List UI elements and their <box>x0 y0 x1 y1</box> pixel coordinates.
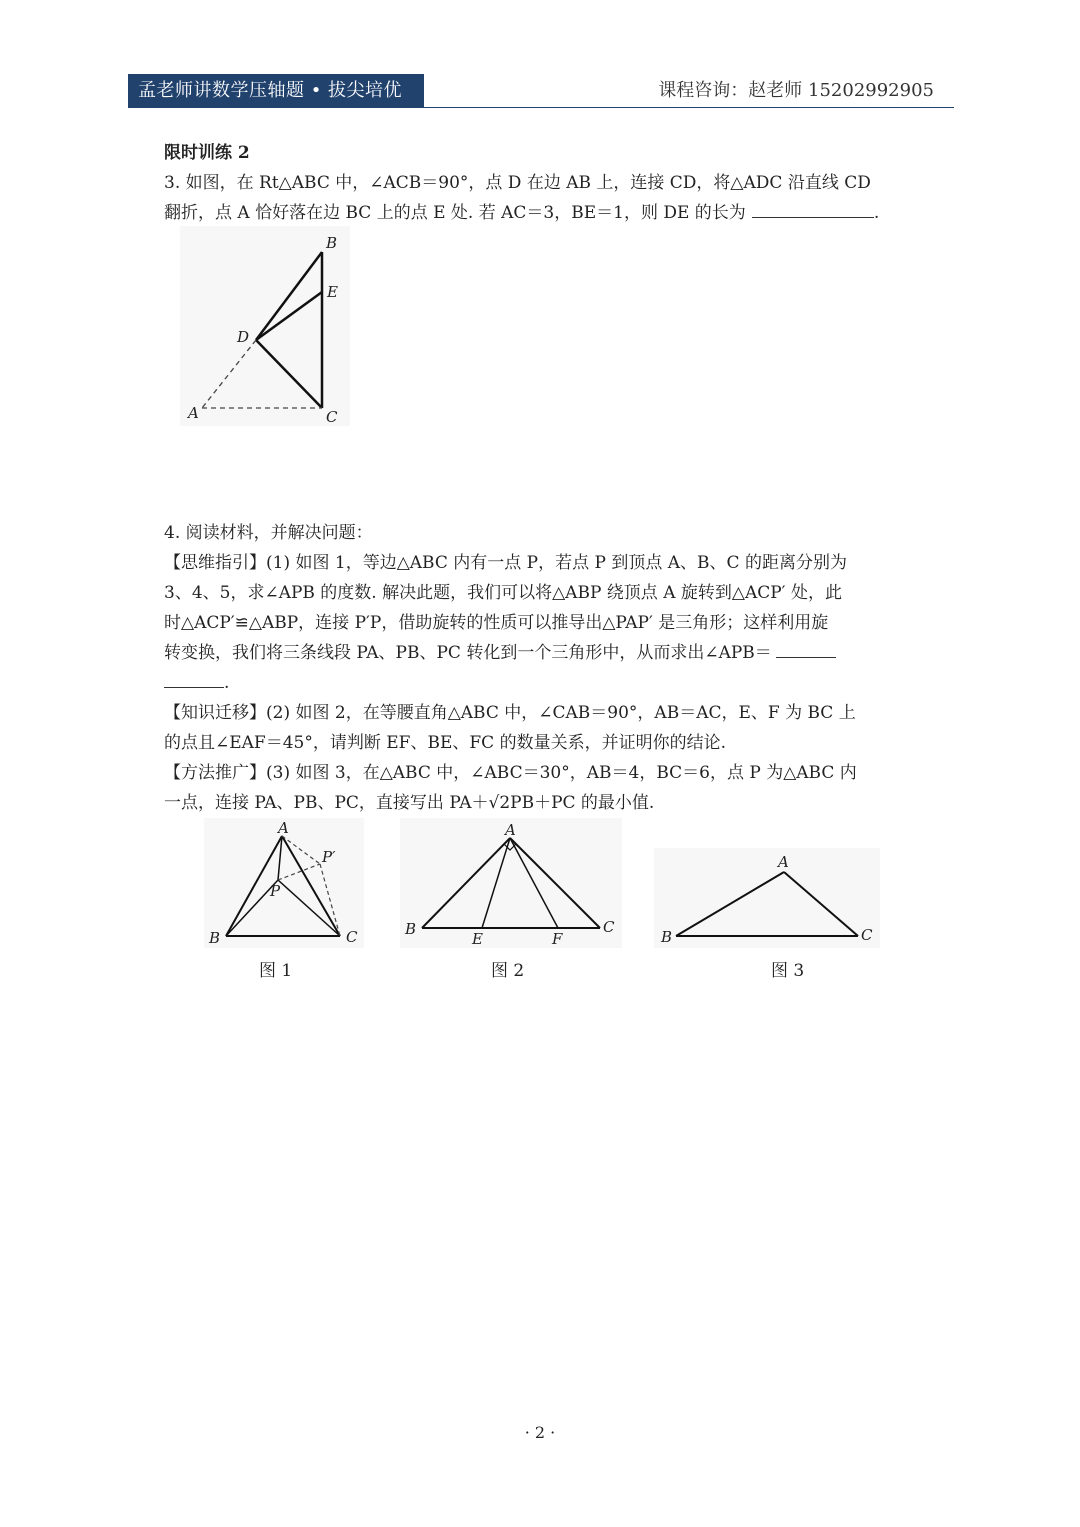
q3-figure <box>180 226 350 426</box>
fig1-label-p: P <box>270 882 281 900</box>
section-title: 限时训练 2 <box>164 143 250 163</box>
fig1-label-p-prime: P′ <box>322 848 336 866</box>
fig2-label-c: C <box>603 918 615 936</box>
q4-line-10: 一点，连接 PA、PB、PC，直接写出 PA＋√2PB＋PC 的最小值. <box>164 793 655 813</box>
q3-line-1: 3. 如图，在 Rt△ABC 中，∠ACB＝90°，点 D 在边 AB 上，连接 CD，将△ADC 沿直线 CD <box>164 173 871 193</box>
figure-2-caption: 图 2 <box>491 961 525 981</box>
fig2-label-a: A <box>505 821 516 839</box>
q4-line-5-text: 转变换，我们将三条线段 PA、PB、PC 转化到一个三角形中，从而求出∠APB＝ <box>164 643 772 663</box>
q4-line-5 <box>164 638 920 668</box>
header-contact: 课程咨询：赵老师 15202992905 <box>658 80 934 101</box>
page-number: · 2 · <box>524 1423 556 1442</box>
figure-3 <box>654 848 880 948</box>
fig1-label-a: A <box>278 819 289 837</box>
question-3-block <box>164 138 920 228</box>
label-b: B <box>326 234 338 252</box>
q4-line-1: 4. 阅读材料，并解决问题： <box>164 523 373 543</box>
header-divider <box>128 107 954 108</box>
fig2-label-f: F <box>552 930 563 948</box>
q3-line-2-end: . <box>873 203 880 223</box>
figure-3-background <box>654 848 880 948</box>
fig3-label-c: C <box>861 926 873 944</box>
fig2-label-e: E <box>472 930 483 948</box>
q4-line-6 <box>164 668 920 698</box>
q3-line-2-text: 翻折，点 A 恰好落在边 BC 上的点 E 处. 若 AC＝3，BE＝1，则 DE 的长为 <box>164 203 746 223</box>
q3-line-2 <box>164 198 920 228</box>
label-a: A <box>188 404 199 422</box>
answer-blank <box>752 199 874 218</box>
q4-line-7: 【知识迁移】(2) 如图 2，在等腰直角△ABC 中，∠CAB＝90°，AB＝AC，E、F 为 BC 上 <box>164 703 856 723</box>
fig1-label-c: C <box>346 928 358 946</box>
q4-line-9: 【方法推广】(3) 如图 3，在△ABC 中，∠ABC＝30°，AB＝4，BC＝6，点 P 为△ABC 内 <box>164 763 857 783</box>
label-e: E <box>327 283 338 301</box>
q4-line-3: 3、4、5，求∠APB 的度数. 解决此题，我们可以将△ABP 绕顶点 A 旋转到△ACP′ 处，此 <box>164 583 842 603</box>
label-c: C <box>326 408 338 426</box>
figure-3-caption: 图 3 <box>771 961 805 981</box>
figure-2 <box>400 818 622 948</box>
fig3-label-a: A <box>778 853 789 871</box>
fig2-label-b: B <box>405 920 417 938</box>
q4-line-2: 【思维指引】(1) 如图 1，等边△ABC 内有一点 P，若点 P 到顶点 A、B、C 的距离分别为 <box>164 553 847 573</box>
header-title: 孟老师讲数学压轴题 • 拔尖培优 <box>138 80 403 101</box>
figure-1-caption: 图 1 <box>259 961 293 981</box>
fig1-label-b: B <box>209 929 221 947</box>
q4-line-8: 的点且∠EAF＝45°，请判断 EF、BE、FC 的数量关系，并证明你的结论. <box>164 733 726 753</box>
label-d: D <box>237 328 250 346</box>
q4-line-4: 时△ACP′≌△ABP，连接 P′P，借助旋转的性质可以推导出△PAP′ 是三角形；这样利用旋 <box>164 613 829 633</box>
answer-blank-apb-a <box>776 639 836 658</box>
answer-blank-apb-b <box>164 669 224 688</box>
fig3-label-b: B <box>661 928 673 946</box>
figure-1 <box>204 818 364 948</box>
q4-line-6-end: . <box>224 673 230 693</box>
question-4-block <box>164 518 920 818</box>
